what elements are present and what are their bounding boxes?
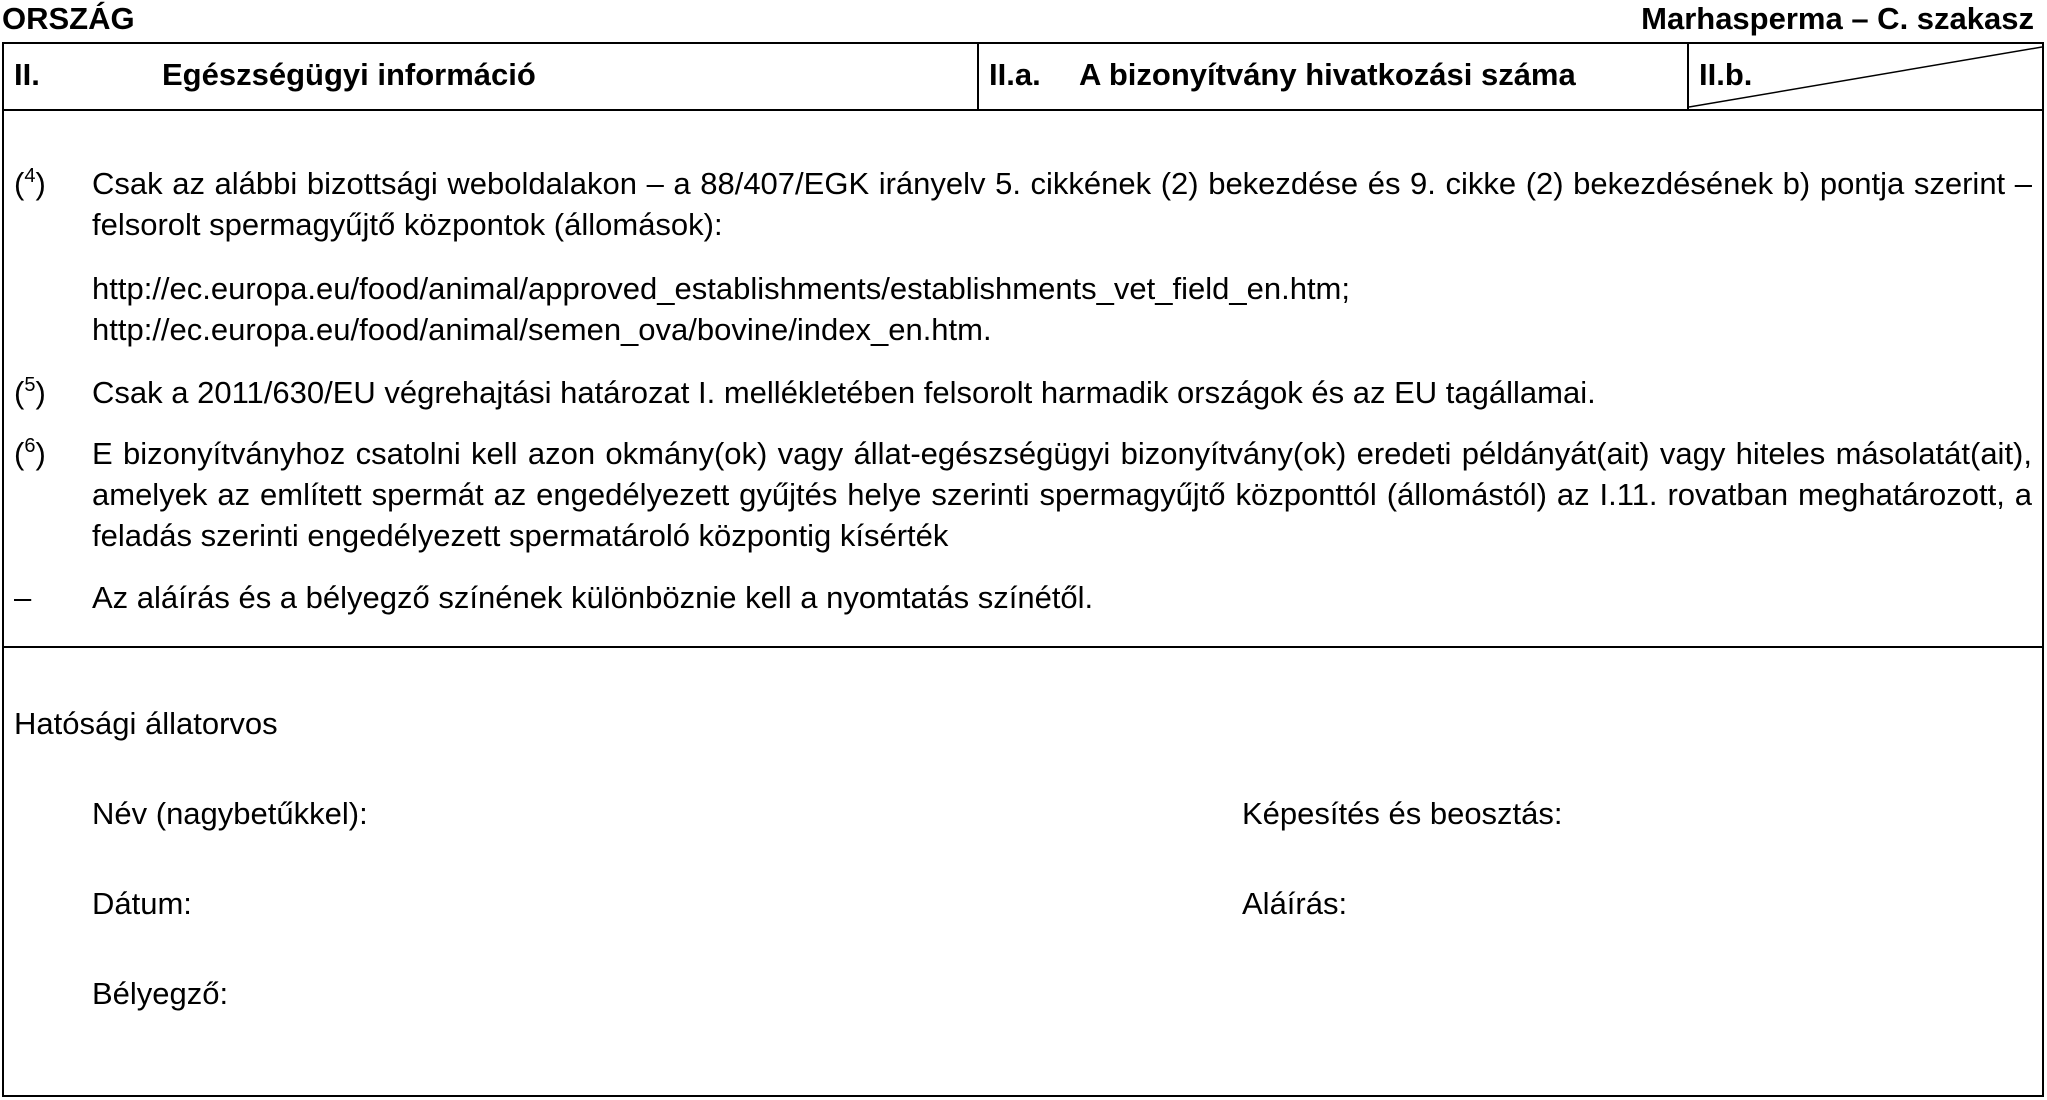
footnote-6-marker: ($^6$): [14, 435, 46, 471]
header-col3-number: II.b.: [1699, 57, 1753, 92]
section-label: Marhasperma – C. szakasz: [1641, 1, 2034, 36]
top-line: [0, 0, 2040, 42]
dash-marker: –: [14, 580, 32, 615]
url-semen-ova-bovine: http://ec.europa.eu/food/animal/semen_ova/bovine/index_en.htm.: [92, 312, 992, 347]
url-approved-establishments: http://ec.europa.eu/food/animal/approved_establishments/establishments_vet_field_en.htm;: [92, 271, 1350, 306]
footnote-4-marker: ($^4$): [14, 165, 46, 201]
signature-section: [4, 648, 2042, 1095]
header-row: [4, 44, 2042, 111]
footnote-5: [14, 372, 2032, 413]
header-col2-number: II.a.: [989, 57, 1041, 92]
footnote-5-marker: ($^5$): [14, 374, 46, 410]
footnote-5-text: Csak a 2011/630/EU végrehajtási határozat I. mellékletében felsorolt harmadik országok és az EU tagállamai.: [92, 375, 1596, 410]
dash-text: Az aláírás és a bélyegző színének különböznie kell a nyomtatás színétől.: [92, 580, 1094, 615]
footnote-4-text: Csak az alábbi bizottsági weboldalakon – a 88/407/EGK irányelv 5. cikkének (2) bekezdése és 9. cikke (2) bekezdésének b) pontja szerint – felsorolt spermagyűjtő központok (állomások):: [92, 166, 2032, 242]
qualification-label: Képesítés és beosztás:: [1242, 796, 1563, 831]
header-health-info: [4, 44, 979, 109]
footnote-6: [14, 433, 2032, 556]
footnote-4: [14, 163, 2032, 245]
stamp-label: Bélyegző:: [92, 976, 229, 1011]
footnote-dash: [14, 577, 2032, 618]
veterinarian-title: Hatósági állatorvos: [14, 706, 278, 741]
certificate-frame: [2, 42, 2044, 1097]
header-col1-number: II.: [14, 57, 40, 92]
name-label: Név (nagybetűkkel):: [92, 796, 368, 831]
country-label: ORSZÁG: [2, 1, 135, 36]
footnote-6-text: E bizonyítványhoz csatolni kell azon okmány(ok) vagy állat-egészségügyi bizonyítvány(ok) eredeti példányát(ait) vagy hiteles másolatát(ait), amelyek az említett spermát az engedélyezett gyűjtés helye szerinti spermagyűjtő központtól (állomástól) az I.11. rovatban meghatározott, a feladás szerinti engedélyezett spermatároló központig kísérték: [92, 436, 2032, 553]
date-label: Dátum:: [92, 886, 192, 921]
header-reference-number: [979, 44, 1689, 109]
footnotes-section: [4, 111, 2042, 648]
header-col2-title: A bizonyítvány hivatkozási száma: [1079, 57, 1576, 92]
signature-label: Aláírás:: [1242, 886, 1348, 921]
header-iib-cell: [1689, 44, 2042, 109]
header-col1-title: Egészségügyi információ: [162, 57, 536, 92]
